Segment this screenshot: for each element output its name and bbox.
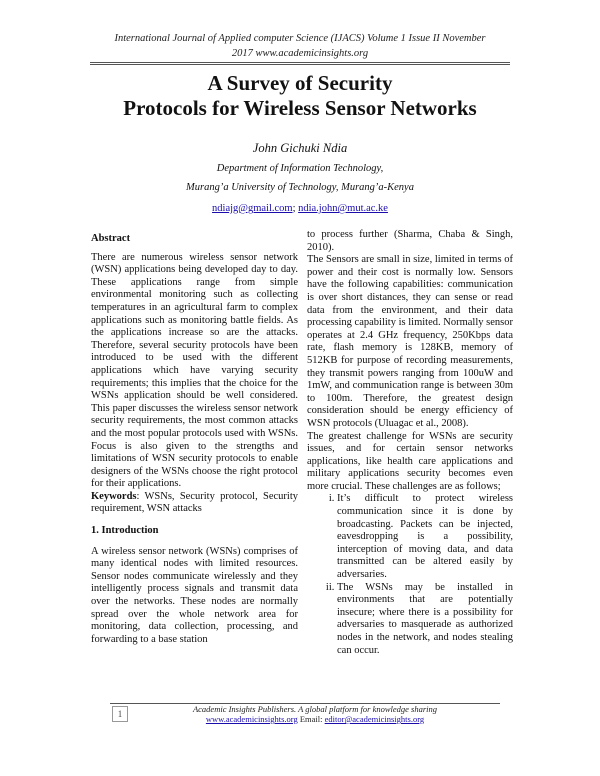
author-name: John Gichuki Ndia — [252, 141, 348, 155]
email-separator: ; — [292, 203, 296, 214]
right-column — [307, 229, 513, 657]
introduction-text: A wireless sensor network (WSNs) comprises of many identical nodes with limited resources. Sensor nodes communicate wirelessly and they intelligently process signals and transmit data over the networks. These nodes are normally spread over the whole network area for monitoring, data collection, processing, and forwarding to a base station — [91, 545, 298, 645]
footer-email-link[interactable]: editor@academicinsights.org — [324, 714, 425, 724]
affiliation-university: Murang’a University of Technology, Murang’a-Kenya — [186, 182, 414, 193]
footer-line-1: Academic Insights Publishers. A global platform for knowledge sharing — [192, 704, 438, 714]
footer-site-link[interactable]: www.academicinsights.org — [205, 714, 298, 724]
footer-line-2 — [130, 714, 500, 724]
email-link-1[interactable]: ndiajg@gmail.com — [212, 203, 293, 214]
footer-email-label: Email: — [299, 714, 323, 724]
header-line-2: 2017 www.academicinsights.org — [231, 48, 369, 59]
keywords — [91, 491, 298, 516]
header-rule-thin — [90, 64, 510, 65]
introduction-heading: 1. Introduction — [91, 525, 159, 537]
page-number: 1 — [112, 706, 128, 722]
keywords-label: Keywords — [91, 490, 137, 502]
affiliation-department: Department of Information Technology, — [216, 163, 384, 174]
running-header — [90, 31, 510, 61]
paper-title — [0, 71, 600, 121]
page-footer — [130, 704, 500, 724]
keywords-text: : WSNs, Security protocol, Security requirement, WSN attacks — [91, 490, 298, 515]
list-item: i. It’s difficult to protect wireless communication since it is done by broadcasting. Packets can be injected, eavesdropping is a possibility, interception of moving data, and data transmitted can be altered easily by adversaries. — [337, 493, 513, 581]
abstract-text: There are numerous wireless sensor network (WSN) applications being developed day to day. These applications range from simple environmental monitoring such as collecting temperatures in an agricultural farm to complex applications such as monitoring battle fields. As the applications increase so are the attacks. Therefore, several security protocols have been introduced to be used with the different applications which have varying security requirements; this implies that the choice for the WSNs application should be well considered. This paper discusses the wireless sensor network security requirements, the most common attacks and the most popular protocols used with WSNs. Focus is also given to the strengths and limitations of WSN security protocols to enable designers of the WSNs choose the right protocol for their applications. — [91, 251, 298, 490]
header-rule — [90, 62, 510, 63]
header-line-1: International Journal of Applied computer Science (IJACS) Volume 1 Issue II November — [114, 33, 486, 44]
author-emails — [0, 203, 600, 214]
email-link-2[interactable]: ndia.john@mut.ac.ke — [298, 203, 388, 214]
right-para-3: The greatest challenge for WSNs are security issues, and for certain sensor networks applications, like health care applications and military applications security becomes even more crucial. These challenges are as follows; — [307, 430, 513, 492]
right-para-2: The Sensors are small in size, limited in terms of power and their cost is normally low. Sensors have the following capabilities: communication is over short distances, they can sense or read data from the environment, and their data processing capability is limited. Normally sensor operates at 2.4 GHz frequency, 250Kbps data rate, flash memory is 128KB, memory of 512KB for purpose of recording measurements, they transmit powers ranging from 100uW and 1mW, and communication range is between 30m to 100m. Therefore, the greatest design consideration should be energy efficiency of WSN protocols (Uluagac et al., 2008). — [307, 254, 513, 429]
challenges-list — [307, 493, 513, 657]
abstract-heading: Abstract — [91, 233, 131, 244]
title-line-1: A Survey of Security — [207, 71, 393, 95]
right-para-1: to process further (Sharma, Chaba & Singh, 2010). — [307, 229, 513, 253]
left-column — [91, 233, 298, 646]
title-line-2: Protocols for Wireless Sensor Networks — [123, 96, 477, 120]
list-item: ii. The WSNs may be installed in environments that are potentially insecure; where there is a possibility for adversaries to masquerade as authorized nodes in the network, and nodes stealing can occur. — [337, 582, 513, 658]
